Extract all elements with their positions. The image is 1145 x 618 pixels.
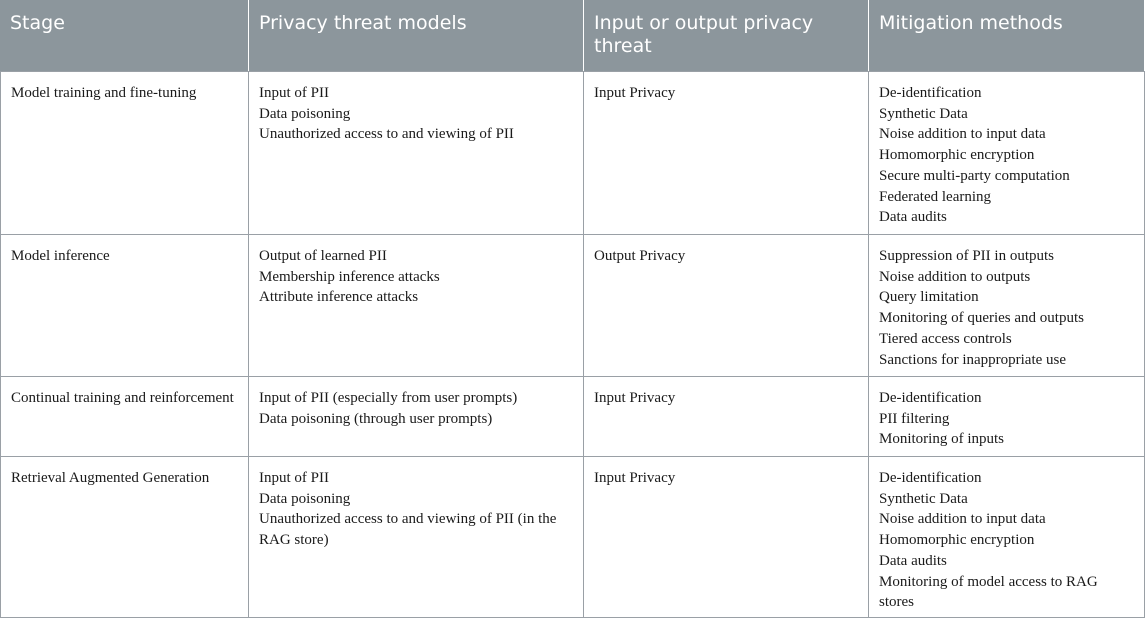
mitigation-item: Synthetic Data [879,490,968,507]
threats-cell [249,234,584,376]
mitigation-item: Noise addition to input data [879,126,1046,143]
threat-item: Input of PII [259,85,329,101]
mitigation-item: Data audits [879,209,947,226]
mitigation-item: Noise addition to outputs [879,268,1031,285]
threat-item: Input of PII [259,470,329,486]
mitigation-item: Homomorphic encryption [879,532,1035,549]
mitigation-item: Data audits [879,552,947,569]
mitigation-item: De-identification [879,85,982,101]
io-cell: Input Privacy [584,71,869,234]
mitigation-item: Homomorphic encryption [879,147,1035,164]
stage-cell: Continual training and reinforcement [0,376,249,456]
header-mitigation: Mitigation methods [869,0,1145,71]
threat-item: Membership inference attacks [259,268,440,285]
threat-item: Input of PII (especially from user prompts) [259,390,518,406]
mitigations-cell [869,376,1145,456]
threat-item: Data poisoning (through user prompts) [259,410,493,427]
mitigation-item: De-identification [879,390,982,406]
threats-cell [249,376,584,456]
mitigation-item: Monitoring of model access to RAG stores [879,573,1098,611]
threat-item: Data poisoning [259,490,351,507]
mitigations-cell [869,234,1145,376]
header-threat-models: Privacy threat models [249,0,584,71]
threat-item: Data poisoning [259,105,351,122]
mitigation-item: PII filtering [879,410,950,427]
mitigation-item: Secure multi-party computation [879,167,1070,184]
mitigation-item: De-identification [879,470,982,486]
threat-item: Output of learned PII [259,248,387,264]
threat-item: Unauthorized access to and viewing of PII (in the RAG store) [259,511,557,549]
stage-cell: Model training and fine-tuning [0,71,249,234]
mitigation-item: Monitoring of queries and outputs [879,310,1084,327]
stage-cell: Model inference [0,234,249,376]
header-io-threat: Input or output privacy threat [584,0,869,71]
threat-item: Unauthorized access to and viewing of PII [259,126,514,143]
stage-cell: Retrieval Augmented Generation [0,456,249,618]
mitigation-item: Federated learning [879,188,992,205]
mitigation-item: Query limitation [879,289,979,306]
io-cell: Input Privacy [584,376,869,456]
header-stage: Stage [0,0,249,71]
mitigations-cell [869,71,1145,234]
mitigation-item: Suppression of PII in outputs [879,248,1055,264]
mitigation-item: Monitoring of inputs [879,431,1005,448]
io-cell: Input Privacy [584,456,869,618]
threat-item: Attribute inference attacks [259,289,419,306]
threats-cell [249,71,584,234]
io-cell: Output Privacy [584,234,869,376]
mitigation-item: Sanctions for inappropriate use [879,351,1067,368]
threats-cell [249,456,584,618]
mitigations-cell [869,456,1145,618]
mitigation-item: Synthetic Data [879,105,968,122]
mitigation-item: Noise addition to input data [879,511,1046,528]
mitigation-item: Tiered access controls [879,330,1012,347]
